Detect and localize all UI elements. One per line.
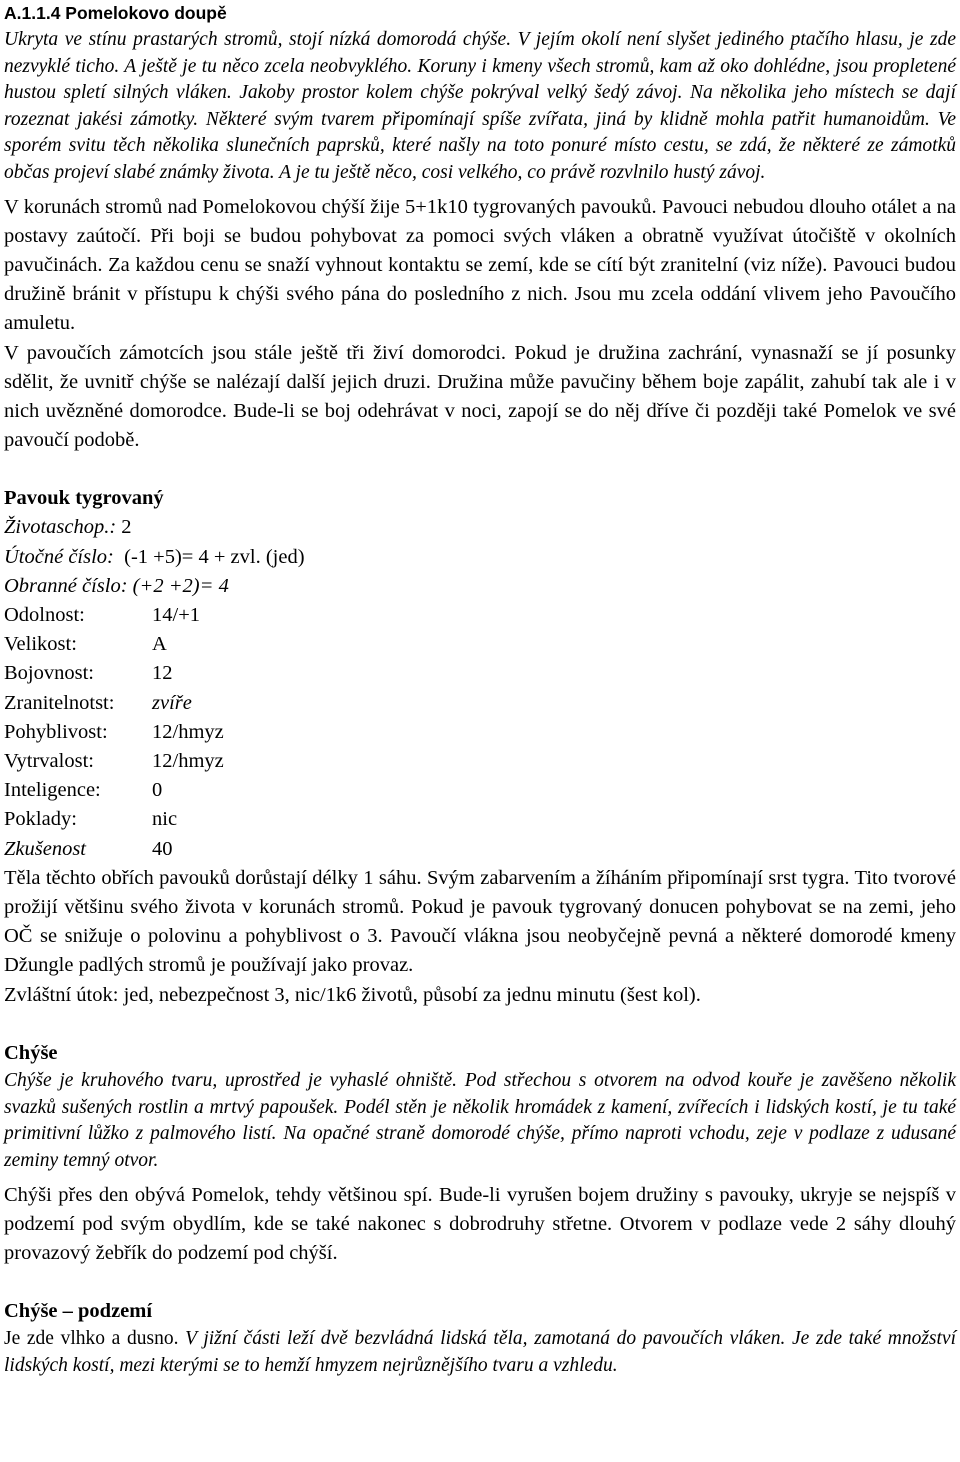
stat-value: nic [152, 808, 178, 831]
special-attack: Zvláštní útok: jed, nebezpečnost 3, nic/1k6 životů, působí za jednu minutu (šest kol). [4, 983, 701, 1006]
stat-value: 0 [152, 779, 163, 802]
stat-obranne: Obranné číslo: (+2 +2)= 4 [4, 574, 229, 597]
stat-value: zvíře [152, 691, 192, 714]
stat-label: Pohyblivost: [4, 720, 108, 743]
stat-label: Odolnost: [4, 604, 85, 626]
stat-row [4, 689, 956, 718]
stat-value: (-1 +5)= 4 + zvl. (jed) [124, 545, 305, 568]
stat-row [4, 601, 956, 630]
underground-text-normal: Je zde vlhko a dusno. [4, 1328, 179, 1350]
stat-label: Útočné číslo: [4, 545, 114, 568]
underground-title: Chýše – podzemí [4, 1300, 153, 1323]
stat-label: Zkušenost [4, 837, 86, 860]
stat-row [4, 747, 956, 776]
stat-label: Velikost: [4, 633, 77, 656]
hut-paragraph: Chýši přes den obývá Pomelok, tehdy většinou spí. Bude-li vyrušen bojem družiny s pavouky, ukryje se nejspíš v podzemí pod svým obydlím, kde se také nakonec s dobrodruhy střetne. Otvorem v podlaze vede 2 sáhy dlouhý provazový žebřík do podzemí pod chýší. [4, 1183, 956, 1265]
stat-label: Bojovnost: [4, 662, 94, 685]
stat-value: 12/hmyz [152, 720, 224, 743]
hut-description: Chýše je kruhového tvaru, uprostřed je vyhaslé ohniště. Pod střechou s otvorem na odvod kouře je zavěšeno několik svazků sušených rostlin a mrtvý papoušek. Podél stěn je několik hromádek z kamení, zvířecích i lidských kostí, je tu také primitivní lůžko z palmového listí. Na opačné straně domorodé chýše, přímo naproti vchodu, zeje v podlaze z udusané zeminy temný otvor. [4, 1069, 956, 1171]
underground-text-italic: V jižní části leží dvě bezvládná lidská těla, zamotaná do pavoučích vláken. Je zde také množství lidských kostí, mezi kterými se to hemží hmyzem nejrůznějšího tvaru a vzhledu. [4, 1328, 957, 1376]
stat-value: 40 [152, 837, 173, 860]
stat-value: 12 [152, 662, 173, 685]
hut-title: Chýše [4, 1041, 58, 1064]
intro-paragraph: Ukryta ve stínu prastarých stromů, stojí nízká domorodá chýše. V jejím okolí není slyšet jediného ptačího hlasu, je zde nezvyklé ticho. A ještě je tu něco zcela neobvyklého. Koruny i kmeny všech stromů, kam až oko dohlédne, jsou propletené hustou spletí silných vláken. Jakoby prostor kolem chýše pokrýval velký šedý závoj. Na několika jeho místech se dají rozeznat jakési zámotky. Některé svým tvarem připomínají spíše zvířata, jiná by klidně mohla patřit humanoidům. Ve sporém svitu těch několika slunečních paprsků, které našly na toto ponuré místo cestu, se zdá, že některé ze zámotků občas projeví slabé známky života. A je tu ještě něco, cosi velkého, co právě rozvlnilo hustý závoj. [4, 29, 956, 183]
stat-zkusenost [4, 835, 956, 864]
stat-value: 2 [121, 516, 132, 539]
creature-name: Pavouk tygrovaný [4, 487, 164, 510]
creature-description: Těla těchto obřích pavouků dorůstají délky 1 sáhu. Svým zabarvením a žíháním připomínají srst tygra. Tito tvorové prožijí většinu svého života v korunách stromů. Pokud je pavouk tygrovaný donucen pohybovat se na zemi, jeho OČ se snižuje o polovinu a pohyblivost o 3. Pavoučí vlákna jsou neobyčejně pevná a některé domorodé kmeny Džungle padlých stromů je používají jako provaz. [4, 866, 956, 977]
stat-row [4, 718, 956, 747]
stat-label: Inteligence: [4, 779, 101, 802]
document-page [0, 2, 960, 1380]
stat-label: Poklady: [4, 808, 77, 831]
underground-paragraph [4, 1326, 956, 1379]
stat-row [4, 659, 956, 688]
stat-row [4, 776, 956, 805]
stat-zivotaschop [4, 513, 956, 542]
stat-label: Životaschop.: [4, 516, 117, 539]
stat-utocne [4, 543, 956, 572]
stat-value: 14/+1 [152, 604, 201, 626]
stats-list [4, 601, 956, 835]
stat-row [4, 630, 956, 659]
stat-value: A [152, 633, 167, 656]
stat-label: Vytrvalost: [4, 750, 94, 773]
stat-label: Zranitelnotst: [4, 691, 115, 714]
stat-value: 12/hmyz [152, 750, 224, 773]
stat-row [4, 805, 956, 834]
cocoons-paragraph: V pavoučích zámotcích jsou stále ještě tři živí domorodci. Pokud je družina zachrání, vynasnaží se jí posunky sdělit, že uvnitř chýše se nalézají další jejich druzi. Družina může pavučiny během boje zapálit, zahubí tak ale i v nich uvězněné domorodce. Bude-li se boj odehrávat v noci, zapojí se do něj dříve či později také Pomelok ve své pavoučí podobě. [4, 341, 956, 452]
section-heading: A.1.1.4 Pomelokovo doupě [4, 3, 227, 23]
spiders-paragraph: V korunách stromů nad Pomelokovou chýší žije 5+1k10 tygrovaných pavouků. Pavouci nebudou dlouho otálet a na postavy zaútočí. Při boji se budou pohybovat za pomoci svých vláken a obratně využívat útočiště v okolních pavučinách. Za každou cenu se snaží vyhnout kontaktu se zemí, kde se cítí být zranitelní (viz níže). Pavouci budou družině bránit v přístupu k chýši svého pána do posledního z nich. Jsou mu zcela oddání vlivem jeho Pavoučího amuletu. [4, 195, 956, 335]
